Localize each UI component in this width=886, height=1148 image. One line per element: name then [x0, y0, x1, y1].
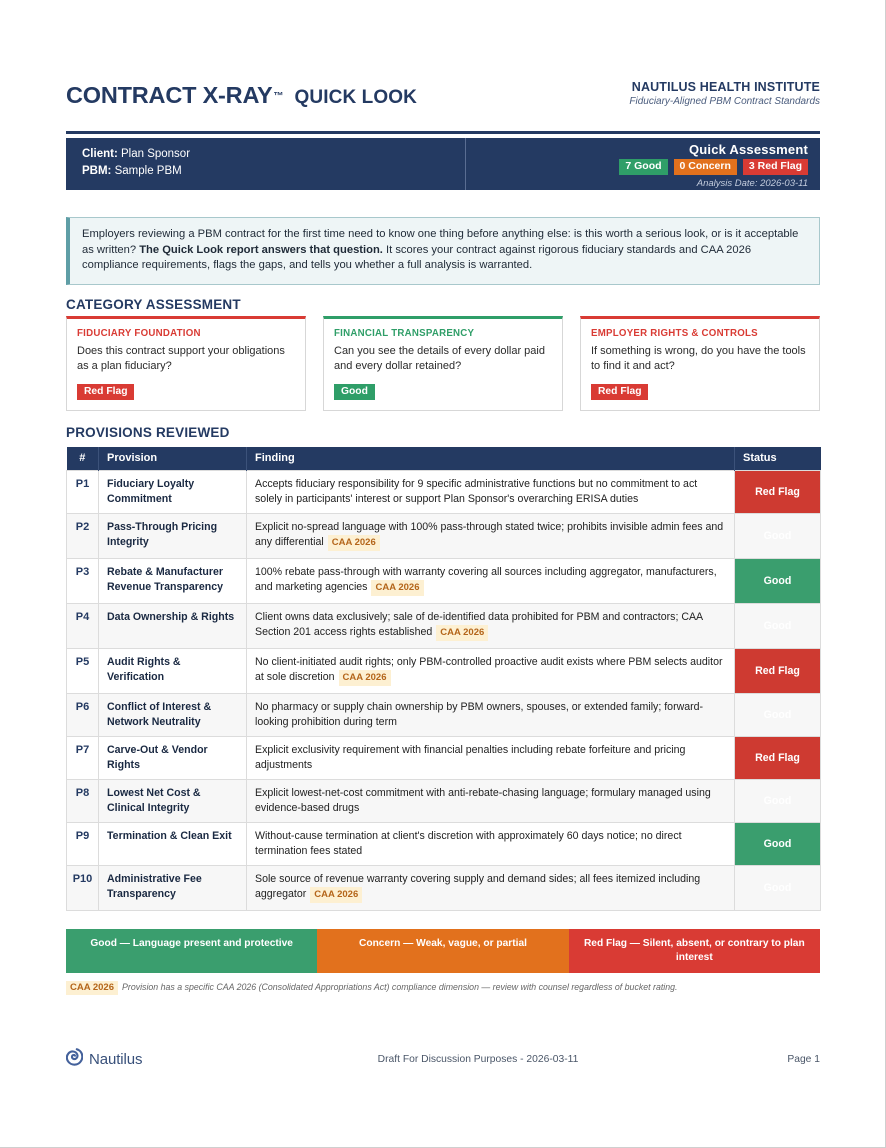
quick-assessment-title: Quick Assessment: [688, 142, 808, 157]
table-row: [67, 471, 821, 514]
provision-finding: [247, 514, 735, 559]
footer-disclaimer: Draft For Discussion Purposes - 2026-03-11: [377, 1053, 579, 1065]
column-header-finding: Finding: [247, 447, 735, 471]
category-card-title: FINANCIAL TRANSPARENCY: [334, 328, 475, 339]
provision-number: P3: [67, 559, 99, 604]
status-badge: Good: [735, 866, 821, 911]
legend-concern: Concern — Weak, vague, or partial: [317, 929, 568, 973]
provisions-table-head: [67, 447, 821, 471]
category-card-fiduciary-foundation: [66, 316, 306, 411]
legend-good: Good — Language present and protective: [66, 929, 317, 973]
intro-text-part1: Employers reviewing a PBM contract for the first time need to know one thing before anything else: is this worth a serious look, or is it acceptable as written?: [82, 228, 799, 256]
provisions-reviewed-heading: PROVISIONS REVIEWED: [66, 425, 230, 440]
masthead: [66, 80, 820, 109]
footer-brand: [66, 1048, 306, 1070]
provision-number: P2: [67, 514, 99, 559]
finding-text: Explicit lowest-net-cost commitment with anti-rebate-chasing language; formulary managed using evidence-based drugs: [255, 787, 711, 814]
provision-name: Fiduciary Loyalty Commitment: [99, 471, 247, 514]
status-badge: Red Flag: [735, 737, 821, 780]
table-row: [67, 649, 821, 694]
column-header-status: Status: [735, 447, 821, 471]
caa-footnote-text: Provision has a specific CAA 2026 (Consolidated Appropriations Act) compliance dimension — review with counsel regardless of bucket rating.: [122, 982, 678, 992]
provision-number: P1: [67, 471, 99, 514]
provision-name: Conflict of Interest & Network Neutrality: [99, 694, 247, 737]
category-card-title: FIDUCIARY FOUNDATION: [77, 328, 201, 339]
organization-name: NAUTILUS HEALTH INSTITUTE: [631, 80, 820, 94]
provision-finding: [247, 866, 735, 911]
intro-text-part2: It scores your contract against rigorous fiduciary standards and CAA 2026 compliance requirements, flags the gaps, and tells you whether a full analysis is warranted.: [82, 243, 752, 271]
provision-number: P5: [67, 649, 99, 694]
table-header-row: [67, 447, 821, 471]
category-card-rating: Red Flag: [77, 384, 134, 400]
caa-badge: CAA 2026: [371, 580, 423, 597]
analysis-date: Analysis Date: 2026-03-11: [696, 178, 808, 189]
finding-text: Explicit no-spread language with 100% pass-through stated twice; prohibits invisible admin fees and any differential: [255, 521, 724, 548]
column-header-number: #: [67, 447, 99, 471]
status-badge: Good: [735, 514, 821, 559]
column-header-provision: Provision: [99, 447, 247, 471]
status-badge-good: 7 Good: [619, 159, 667, 175]
pbm-label: PBM:: [82, 165, 112, 177]
provision-finding: [247, 737, 735, 780]
header-divider-rule: [66, 131, 820, 134]
table-row: [67, 694, 821, 737]
quick-assessment: [466, 138, 820, 190]
provision-number: P9: [67, 823, 99, 866]
category-card-question: If something is wrong, do you have the tools to find it and act?: [591, 345, 806, 372]
provision-name: Rebate & Manufacturer Revenue Transparency: [99, 559, 247, 604]
finding-text: Client owns data exclusively; sale of de-identified data prohibited for PBM and contractors; CAA Section 201 access rights established: [255, 611, 703, 638]
intro-callout: [66, 217, 820, 285]
pbm-line: [82, 163, 465, 180]
category-card-question: Does this contract support your obligations as a plan fiduciary?: [77, 345, 285, 372]
status-badge: Good: [735, 780, 821, 823]
provision-finding: [247, 559, 735, 604]
category-card-rating: Red Flag: [591, 384, 648, 400]
status-badge: Good: [735, 559, 821, 604]
category-card-financial-transparency: [323, 316, 563, 411]
status-badge-red-flag: 3 Red Flag: [743, 159, 808, 175]
nautilus-shell-icon: [66, 1048, 83, 1070]
category-assessment-heading: CATEGORY ASSESSMENT: [66, 297, 241, 312]
rating-legend: [66, 929, 820, 973]
finding-text: Explicit exclusivity requirement with financial penalties including rebate forfeiture and pricing adjustments: [255, 744, 686, 771]
table-row: [67, 780, 821, 823]
caa-badge: CAA 2026: [339, 670, 391, 687]
provision-finding: [247, 471, 735, 514]
provision-name: Pass-Through Pricing Integrity: [99, 514, 247, 559]
table-row: [67, 514, 821, 559]
provision-finding: [247, 780, 735, 823]
intro-text-bold: The Quick Look report answers that question.: [139, 243, 383, 256]
provision-name: Lowest Net Cost & Clinical Integrity: [99, 780, 247, 823]
brand-line: [66, 82, 417, 109]
finding-text: No client-initiated audit rights; only PBM-controlled proactive audit exists where PBM selects auditor at sole discretion: [255, 656, 723, 683]
provision-finding: [247, 604, 735, 649]
provision-number: P10: [67, 866, 99, 911]
caa-badge: CAA 2026: [66, 981, 118, 995]
organization-block: [629, 80, 820, 109]
category-card-title: EMPLOYER RIGHTS & CONTROLS: [591, 328, 758, 339]
client-label: Client:: [82, 148, 118, 160]
client-summary-bar: [66, 138, 820, 190]
pbm-value: Sample PBM: [114, 165, 182, 177]
status-badge: Good: [735, 694, 821, 737]
table-row: [67, 737, 821, 780]
status-badge: Good: [735, 604, 821, 649]
provisions-table: [66, 447, 821, 911]
finding-text: Accepts fiduciary responsibility for 9 specific administrative functions but no commitment to act solely in participants' interest or support Plan Sponsor's overarching ERISA duties: [255, 478, 698, 505]
category-card-employer-rights-controls: [580, 316, 820, 411]
trademark-mark: ™: [273, 91, 284, 102]
intro-paragraph: [82, 227, 807, 274]
table-row: [67, 823, 821, 866]
finding-text: No pharmacy or supply chain ownership by PBM owners, spouses, or extended family; forward-looking prohibition during term: [255, 701, 704, 728]
finding-text: Sole source of revenue warranty covering supply and demand sides; all fees itemized including aggregator: [255, 873, 701, 900]
client-line: [82, 146, 465, 163]
legend-red-flag: Red Flag — Silent, absent, or contrary to plan interest: [569, 929, 820, 973]
caa-badge: CAA 2026: [436, 625, 488, 642]
footer-page-number: Page 1: [787, 1053, 820, 1065]
provision-name: Administrative Fee Transparency: [99, 866, 247, 911]
provisions-table-body: [67, 471, 821, 911]
provision-name: Audit Rights & Verification: [99, 649, 247, 694]
client-info: [66, 138, 466, 190]
caa-badge: CAA 2026: [310, 887, 362, 904]
report-subtitle: QUICK LOOK: [294, 87, 417, 108]
provision-finding: [247, 694, 735, 737]
status-badge: Good: [735, 823, 821, 866]
table-row: [67, 866, 821, 911]
category-card-rating: Good: [334, 384, 375, 400]
provision-name: Carve-Out & Vendor Rights: [99, 737, 247, 780]
table-row: [67, 604, 821, 649]
caa-footnote: [66, 981, 820, 995]
provision-finding: [247, 823, 735, 866]
assessment-chip-group: [466, 159, 808, 175]
provision-number: P4: [67, 604, 99, 649]
provision-number: P7: [67, 737, 99, 780]
provision-finding: [247, 649, 735, 694]
provision-name: Data Ownership & Rights: [99, 604, 247, 649]
footer-brand-name: Nautilus: [89, 1050, 143, 1068]
table-row: [67, 559, 821, 604]
finding-text: 100% rebate pass-through with warranty covering all sources including aggregator, manufacturers, and marketing agencies: [255, 566, 717, 593]
page-footer: [66, 1048, 820, 1070]
provision-number: P8: [67, 780, 99, 823]
provision-name: Termination & Clean Exit: [99, 823, 247, 866]
status-badge: Red Flag: [735, 471, 821, 514]
provision-number: P6: [67, 694, 99, 737]
category-card-group: [66, 316, 820, 411]
caa-badge: CAA 2026: [328, 535, 380, 552]
page-title: CONTRACT X-RAY: [66, 82, 273, 108]
status-badge-concern: 0 Concern: [674, 159, 737, 175]
finding-text: Without-cause termination at client's discretion with approximately 60 days notice; no direct termination fees stated: [255, 830, 682, 857]
client-value: Plan Sponsor: [120, 148, 191, 160]
organization-tagline: Fiduciary-Aligned PBM Contract Standards: [629, 96, 820, 107]
status-badge: Red Flag: [735, 649, 821, 694]
category-card-question: Can you see the details of every dollar paid and every dollar retained?: [334, 345, 545, 372]
